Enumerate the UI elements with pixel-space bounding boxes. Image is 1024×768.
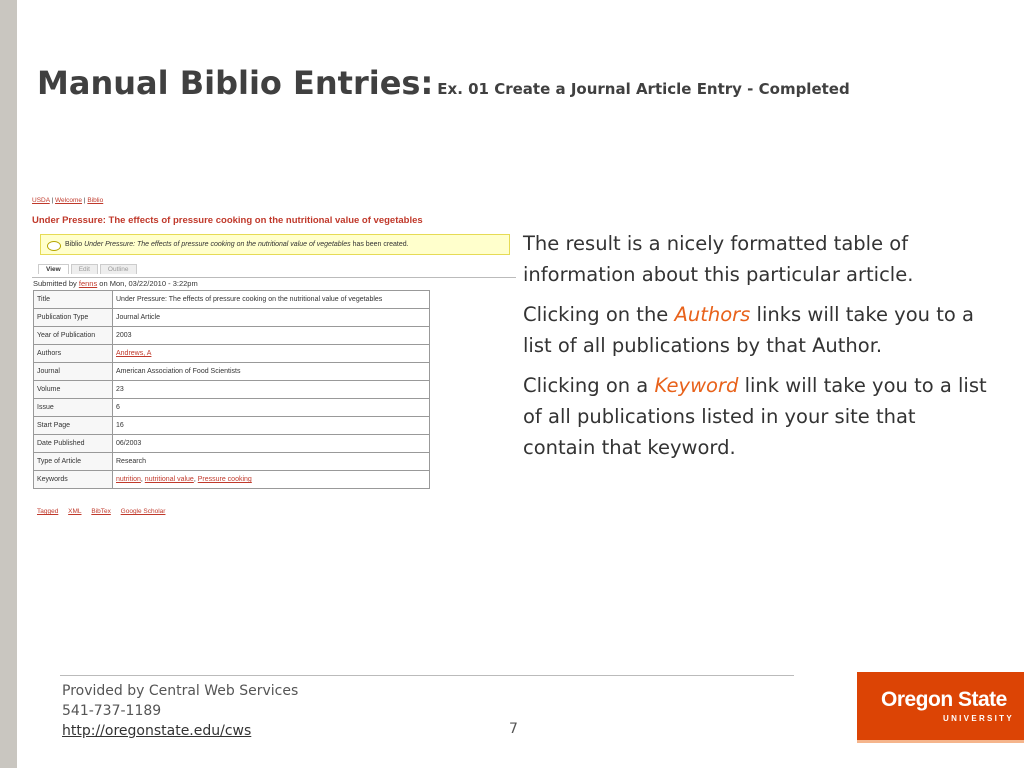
body-paragraph-1: The result is a nicely formatted table of information about this particular article. bbox=[523, 232, 914, 286]
export-xml-link[interactable]: XML bbox=[68, 508, 82, 515]
table-value-cell bbox=[113, 471, 430, 489]
tab-outline[interactable]: Outline bbox=[100, 264, 137, 274]
body-paragraph-3 bbox=[523, 370, 993, 463]
node-title: Under Pressure: The effects of pressure cooking on the nutritional value of vegetables bbox=[32, 215, 423, 226]
footer-provider: Provided by Central Web Services bbox=[62, 683, 299, 699]
submitted-info bbox=[33, 279, 198, 288]
speech-bubble-icon bbox=[47, 241, 61, 251]
table-row bbox=[34, 327, 430, 345]
table-value-cell: 06/2003 bbox=[113, 435, 430, 453]
table-value-cell bbox=[113, 345, 430, 363]
footer-divider bbox=[60, 675, 794, 676]
submitted-user-link[interactable]: fenns bbox=[78, 279, 98, 288]
table-row bbox=[34, 345, 430, 363]
table-row bbox=[34, 435, 430, 453]
table-value-cell: Under Pressure: The effects of pressure cooking on the nutritional value of vegetables bbox=[113, 291, 430, 309]
table-value-cell: 2003 bbox=[113, 327, 430, 345]
footer bbox=[62, 681, 298, 741]
tab-divider bbox=[32, 277, 516, 278]
table-key-cell: Title bbox=[34, 291, 113, 309]
table-key-cell: Authors bbox=[34, 345, 113, 363]
tab-edit[interactable]: Edit bbox=[71, 264, 98, 274]
table-key-cell: Keywords bbox=[34, 471, 113, 489]
biblio-table bbox=[33, 290, 430, 489]
table-value-cell: 6 bbox=[113, 399, 430, 417]
oregon-state-logo bbox=[857, 672, 1024, 740]
table-row bbox=[34, 471, 430, 489]
tab-view[interactable]: View bbox=[38, 264, 69, 274]
table-row bbox=[34, 363, 430, 381]
author-link[interactable]: Andrews, A bbox=[116, 350, 152, 357]
table-key-cell: Type of Article bbox=[34, 453, 113, 471]
table-key-cell: Start Page bbox=[34, 417, 113, 435]
breadcrumb-biblio[interactable]: Biblio bbox=[87, 197, 104, 204]
export-tagged-link[interactable]: Tagged bbox=[37, 508, 59, 515]
tab-bar bbox=[38, 264, 139, 276]
export-bibtex-link[interactable]: BibTex bbox=[91, 508, 111, 515]
status-message bbox=[40, 234, 510, 255]
left-sidebar-bar bbox=[0, 0, 17, 768]
status-message-prefix: Biblio bbox=[65, 241, 85, 248]
body-paragraph-2 bbox=[523, 299, 993, 361]
table-key-cell: Volume bbox=[34, 381, 113, 399]
page-number: 7 bbox=[509, 721, 518, 737]
slide-title-sub: Ex. 01 Create a Journal Article Entry - Completed bbox=[437, 80, 850, 98]
keyword-separator: , bbox=[140, 476, 145, 483]
keyword-link[interactable]: nutritional value bbox=[144, 476, 194, 483]
table-value-cell: 23 bbox=[113, 381, 430, 399]
breadcrumb-separator: | bbox=[83, 197, 86, 204]
table-row bbox=[34, 381, 430, 399]
table-row bbox=[34, 309, 430, 327]
slide-title-main: Manual Biblio Entries: bbox=[37, 64, 434, 102]
logo-name: Oregon State bbox=[881, 688, 1007, 711]
keyword-separator: , bbox=[193, 476, 198, 483]
body-p2-before: Clicking on the bbox=[523, 303, 675, 326]
table-row bbox=[34, 399, 430, 417]
table-value-cell: Research bbox=[113, 453, 430, 471]
table-key-cell: Year of Publication bbox=[34, 327, 113, 345]
body-p3-before: Clicking on a bbox=[523, 374, 655, 397]
footer-phone: 541-737-1189 bbox=[62, 703, 162, 719]
table-key-cell: Date Published bbox=[34, 435, 113, 453]
table-row bbox=[34, 291, 430, 309]
table-value-cell: 16 bbox=[113, 417, 430, 435]
breadcrumb-welcome[interactable]: Welcome bbox=[55, 197, 83, 204]
submitted-suffix: on Mon, 03/22/2010 - 3:22pm bbox=[97, 279, 198, 288]
breadcrumb-usda[interactable]: USDA bbox=[32, 197, 50, 204]
embedded-screenshot bbox=[30, 196, 516, 526]
breadcrumb bbox=[32, 197, 103, 204]
table-value-cell: American Association of Food Scientists bbox=[113, 363, 430, 381]
authors-highlight: Authors bbox=[674, 303, 751, 326]
table-key-cell: Publication Type bbox=[34, 309, 113, 327]
status-message-suffix: has been created. bbox=[350, 241, 409, 248]
breadcrumb-separator: | bbox=[51, 197, 54, 204]
logo-stripe bbox=[857, 740, 1024, 743]
table-row bbox=[34, 453, 430, 471]
logo-university: UNIVERSITY bbox=[943, 714, 1015, 723]
body-p2-after: links will take you to a list of all publications by that Author. bbox=[523, 303, 974, 357]
footer-link[interactable]: http://oregonstate.edu/cws bbox=[62, 723, 252, 739]
submitted-prefix: Submitted by bbox=[33, 279, 79, 288]
keyword-highlight: Keyword bbox=[654, 374, 739, 397]
table-key-cell: Journal bbox=[34, 363, 113, 381]
body-p3-after: link will take you to a list of all publications listed in your site that contain that keyword. bbox=[523, 374, 987, 459]
table-value-cell: Journal Article bbox=[113, 309, 430, 327]
keyword-link[interactable]: Pressure cooking bbox=[197, 476, 252, 483]
slide-title bbox=[37, 64, 850, 102]
table-key-cell: Issue bbox=[34, 399, 113, 417]
table-row bbox=[34, 417, 430, 435]
export-google-scholar-link[interactable]: Google Scholar bbox=[120, 508, 166, 515]
export-links bbox=[37, 508, 173, 515]
keyword-link[interactable]: nutrition bbox=[116, 476, 141, 483]
slide-body bbox=[523, 228, 993, 472]
status-message-title: Under Pressure: The effects of pressure cooking on the nutritional value of vegetables bbox=[84, 241, 351, 248]
